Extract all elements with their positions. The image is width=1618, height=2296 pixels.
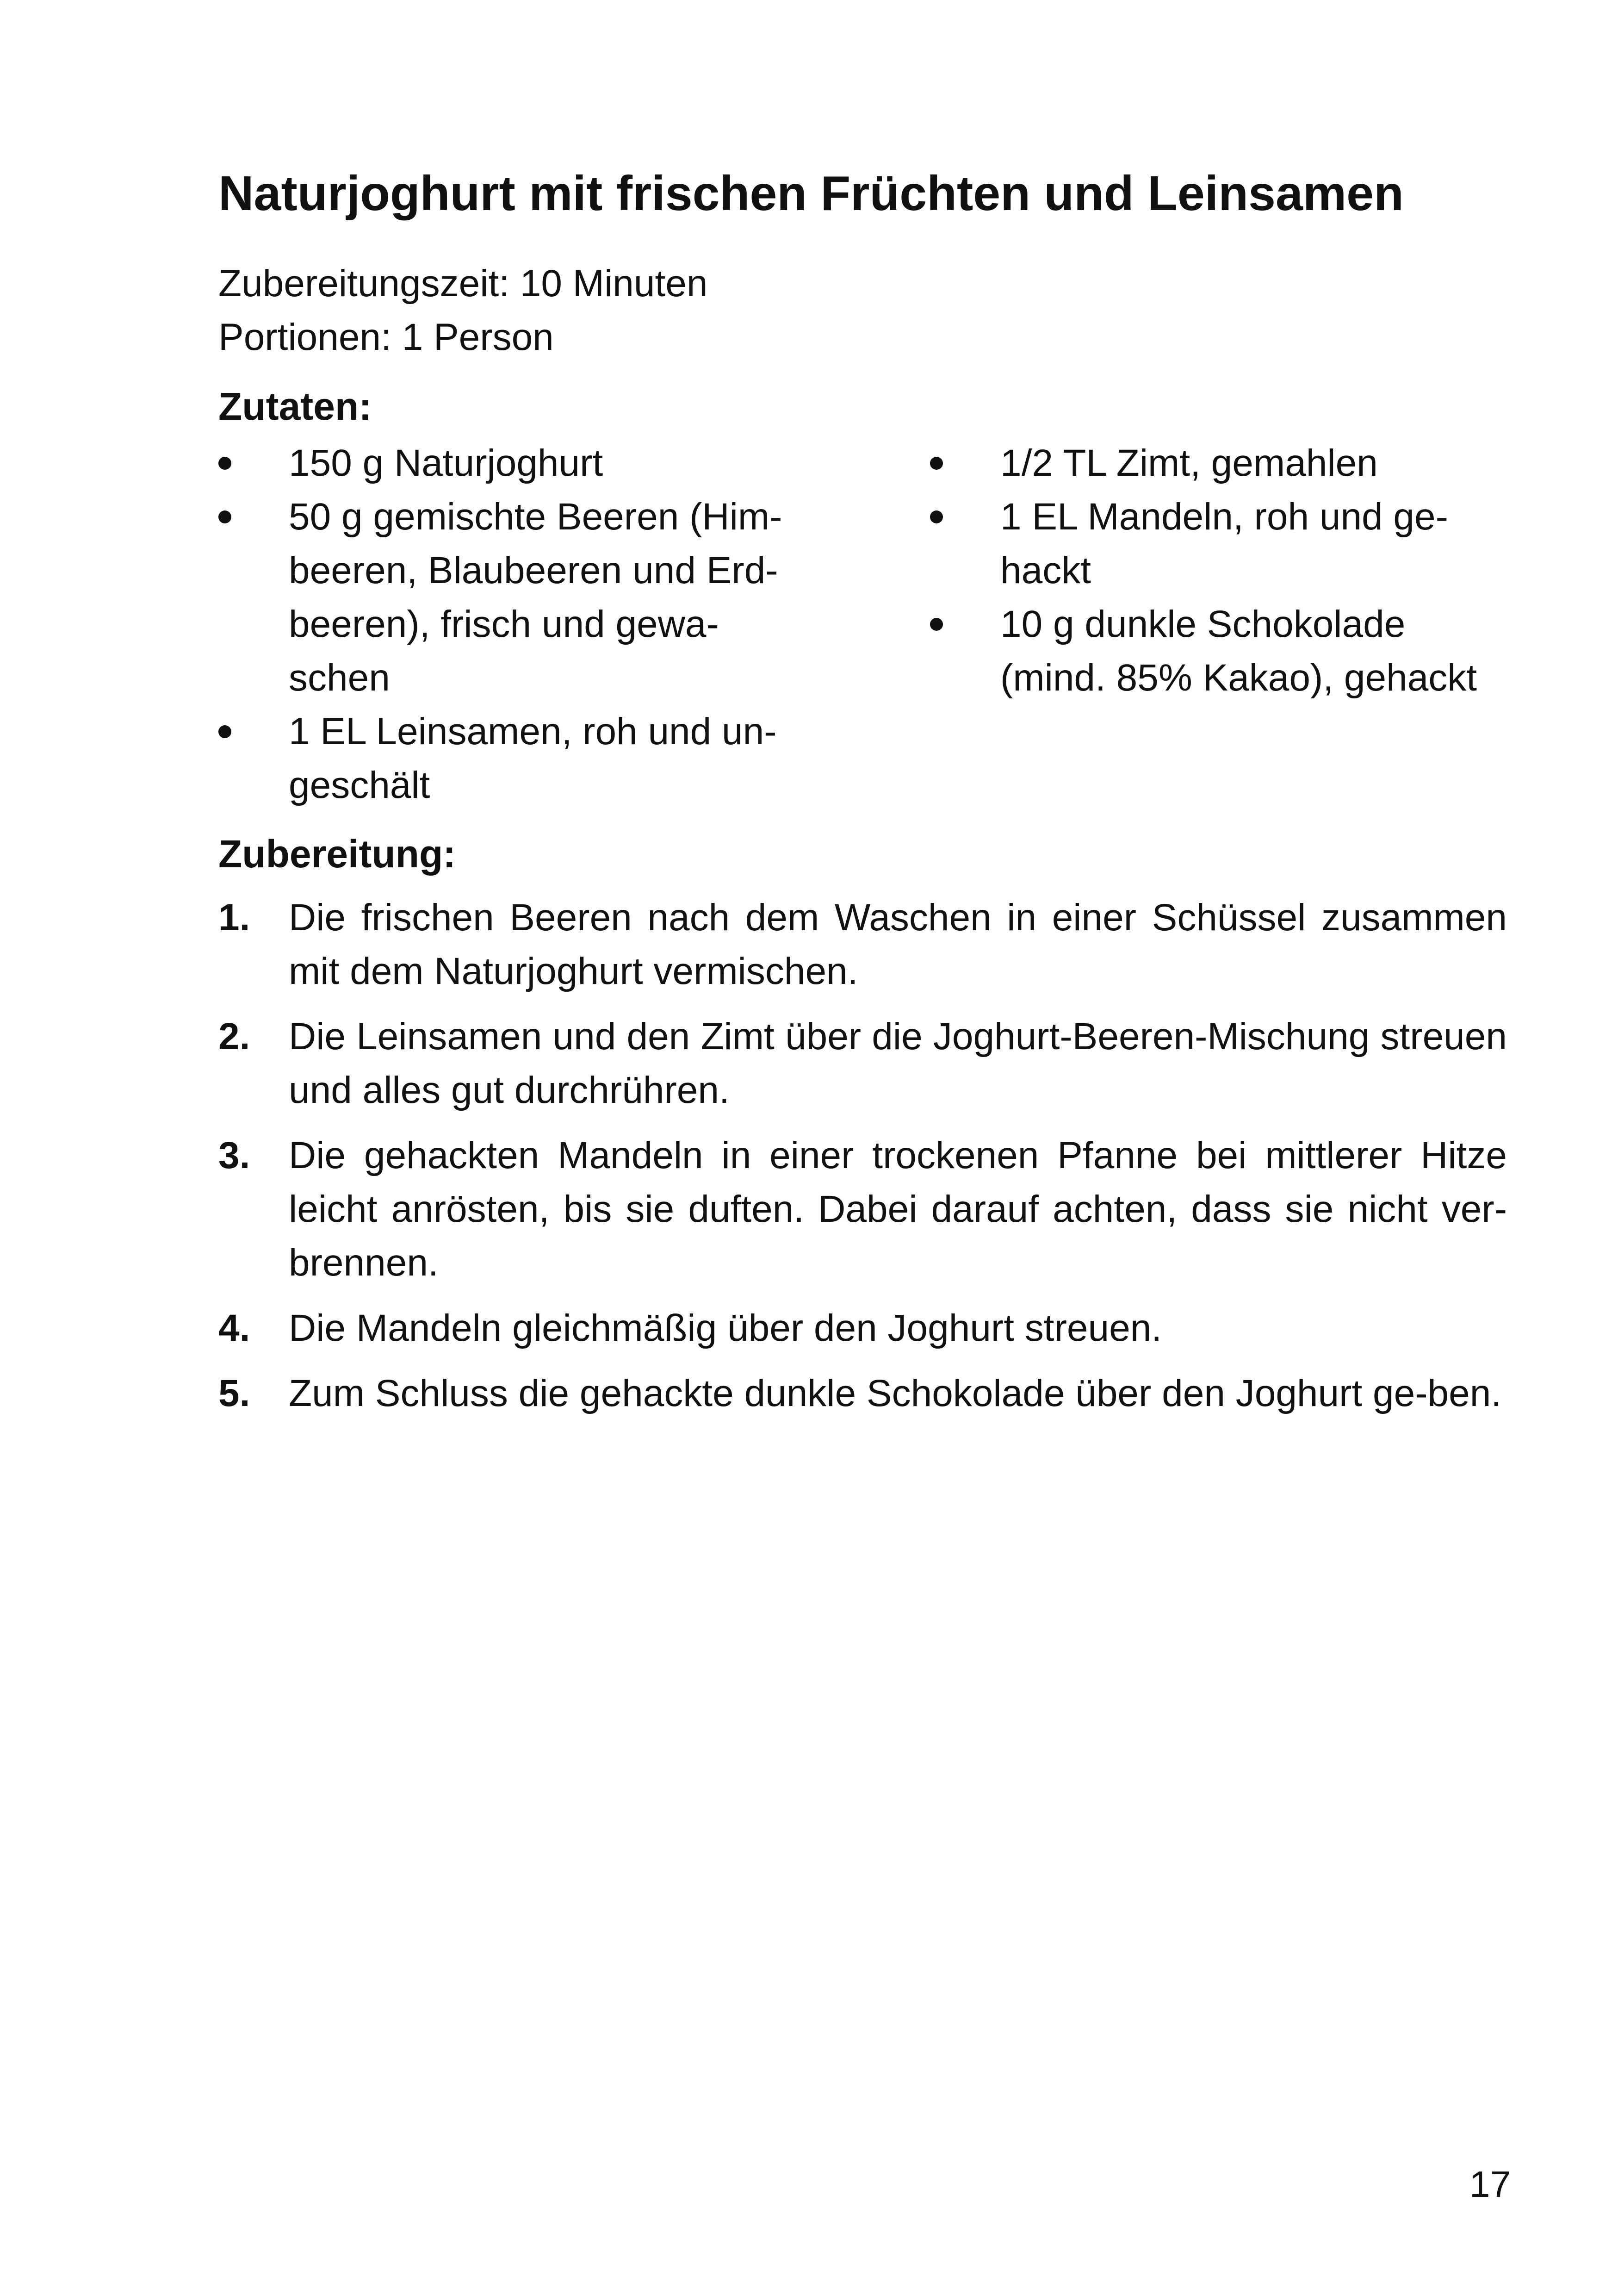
ingredient-item	[930, 597, 1541, 705]
bullet-icon	[218, 510, 231, 523]
preparation-heading: Zubereitung:	[218, 832, 456, 876]
bullet-icon	[930, 510, 943, 523]
step-number: 1.	[218, 896, 250, 939]
ingredients-list-left	[218, 436, 815, 812]
step-text: Die gehackten Mandeln in einer trockenen Pfanne bei mittlerer Hitze leicht anrösten, bis sie duften. Dabei darauf achten, dass sie nicht ver-brennen.	[289, 1134, 1507, 1284]
ingredient-item	[218, 705, 815, 812]
ingredient-text: 1 EL Leinsamen, roh und un- geschält	[289, 710, 777, 806]
step-text: Die frischen Beeren nach dem Waschen in einer Schüssel zusammen mit dem Naturjoghurt vermischen.	[289, 896, 1507, 992]
ingredient-item	[218, 436, 815, 490]
step-number: 3.	[218, 1134, 250, 1176]
step-text: Die Leinsamen und den Zimt über die Joghurt-Beeren-Mischung streuen und alles gut durchrühren.	[289, 1015, 1507, 1111]
preparation-steps	[218, 891, 1507, 1432]
ingredient-text: 1/2 TL Zimt, gemahlen	[1000, 442, 1378, 484]
step-item	[218, 1301, 1507, 1355]
prep-time: Zubereitungszeit: 10 Minuten	[218, 262, 708, 305]
ingredient-text: 50 g gemischte Beeren (Him- beeren, Blaubeeren und Erd- beeren), frisch und gewa- schen	[289, 496, 782, 699]
step-number: 4.	[218, 1307, 250, 1349]
ingredient-item	[930, 436, 1541, 490]
ingredient-text: 1 EL Mandeln, roh und ge- hackt	[1000, 496, 1448, 591]
step-item	[218, 891, 1507, 998]
step-item	[218, 1129, 1507, 1290]
step-number: 2.	[218, 1015, 250, 1058]
portions: Portionen: 1 Person	[218, 316, 554, 358]
bullet-icon	[930, 618, 943, 631]
step-text: Zum Schluss die gehackte dunkle Schokolade über den Joghurt ge-ben.	[289, 1372, 1502, 1414]
bullet-icon	[930, 457, 943, 470]
recipe-title: Naturjoghurt mit frischen Früchten und Leinsamen	[218, 166, 1404, 221]
ingredient-text: 10 g dunkle Schokolade (mind. 85% Kakao), gehackt	[1000, 603, 1477, 699]
ingredient-item	[930, 490, 1541, 597]
step-text: Die Mandeln gleichmäßig über den Joghurt streuen.	[289, 1307, 1162, 1349]
ingredients-heading: Zutaten:	[218, 385, 372, 428]
recipe-meta	[218, 257, 708, 364]
step-item	[218, 1010, 1507, 1117]
ingredient-item	[218, 490, 815, 705]
step-item	[218, 1367, 1507, 1420]
bullet-icon	[218, 457, 231, 470]
step-number: 5.	[218, 1372, 250, 1414]
page-number: 17	[1469, 2164, 1511, 2205]
ingredient-text: 150 g Naturjoghurt	[289, 442, 603, 484]
bullet-icon	[218, 725, 231, 738]
ingredients-list-right	[930, 436, 1541, 705]
